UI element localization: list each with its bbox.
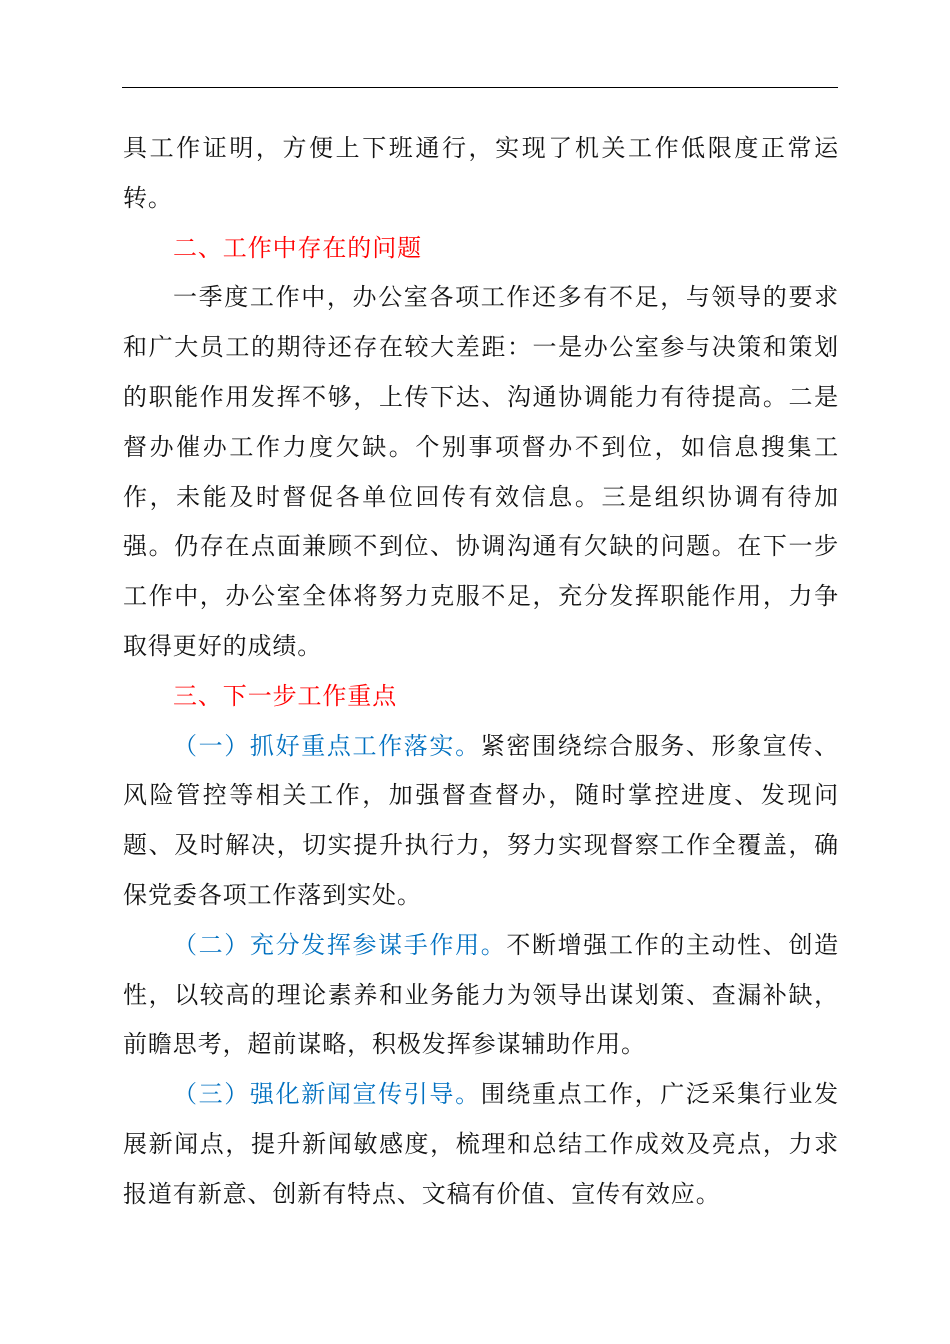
section-three-heading: 三、下一步工作重点 [173, 681, 398, 710]
section-two-paragraph: 一季度工作中，办公室各项工作还多有不足，与领导的要求和广大员工的期待还存在较大差距：一是办公室参与决策和策划的职能作用发挥不够，上传下达、沟通协调能力有待提高。二是督办催办工作力度欠缺。个别事项督办不到位，如信息搜集工作，未能及时督促各单位回传有效信息。三是组织协调有待加强。仍存在点面兼顾不到位、协调沟通有欠缺的问题。在下一步工作中，办公室全体将努力克服不足，充分发挥职能作用，力争取得更好的成绩。 [123, 283, 839, 660]
work-item-1 [123, 722, 839, 921]
work-item-3 [123, 1070, 839, 1219]
work-item-2 [123, 921, 839, 1070]
document-body [123, 124, 839, 1220]
work-item-1-lead: （一）抓好重点工作落实。 [173, 731, 481, 760]
work-item-2-lead: （二）充分发挥参谋手作用。 [173, 930, 507, 959]
section-two-heading: 二、工作中存在的问题 [173, 233, 422, 262]
work-item-3-text: 围绕重点工作，广泛采集行业发展新闻点，提升新闻敏感度，梳理和总结工作成效及亮点，力求报道有新意、创新有特点、文稿有价值、宣传有效应。 [123, 1080, 839, 1208]
work-item-1-text: 紧密围绕综合服务、形象宣传、风险管控等相关工作，加强督查督办，随时掌控进度、发现问题、及时解决，切实提升执行力，努力实现督察工作全覆盖，确保党委各项工作落到实处。 [123, 731, 839, 909]
continued-paragraph: 具工作证明，方便上下班通行，实现了机关工作低限度正常运转。 [123, 134, 839, 212]
work-item-2-text: 不断增强工作的主动性、创造性，以较高的理论素养和业务能力为领导出谋划策、查漏补缺，前瞻思考，超前谋略，积极发挥参谋辅助作用。 [123, 930, 839, 1059]
header-rule [122, 87, 838, 88]
work-item-3-lead: （三）强化新闻宣传引导。 [173, 1080, 481, 1109]
